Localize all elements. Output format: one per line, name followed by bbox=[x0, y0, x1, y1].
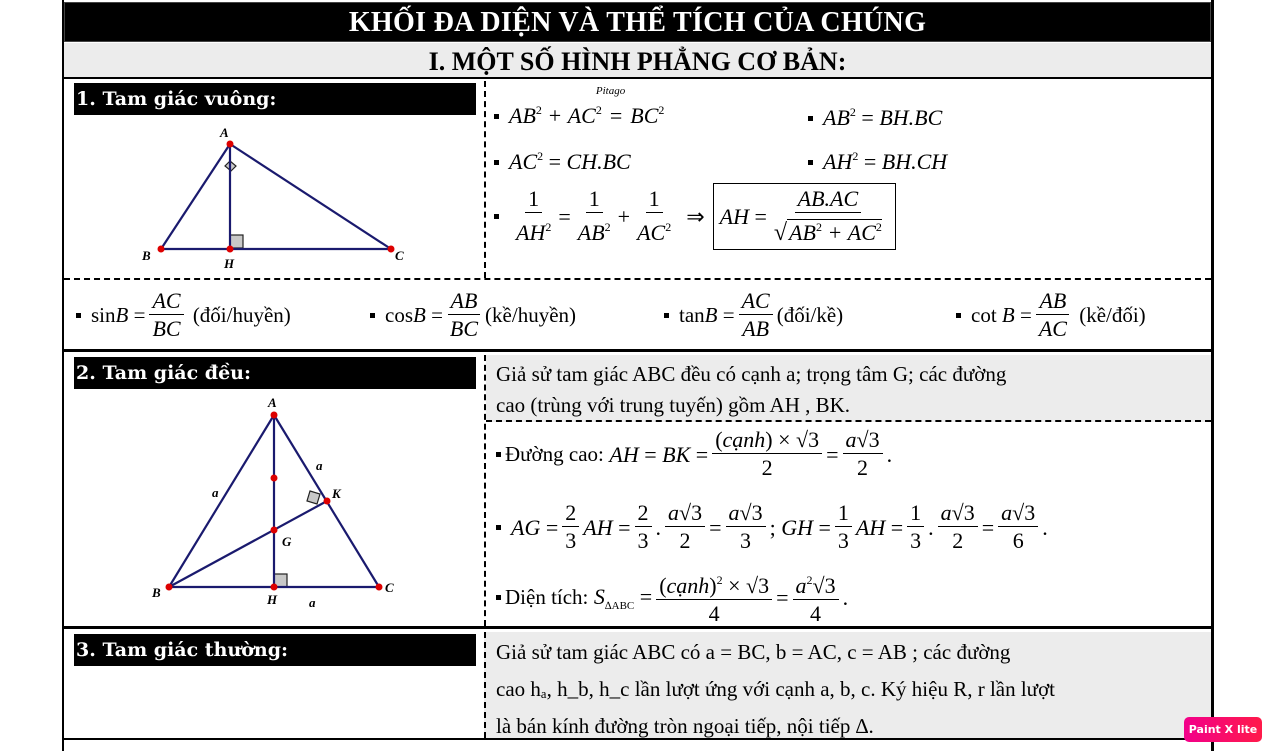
trig-row bbox=[64, 282, 1211, 352]
right-triangle-formulas-cell bbox=[484, 81, 1211, 278]
svg-text:K: K bbox=[332, 486, 341, 501]
svg-text:A: A bbox=[268, 395, 277, 410]
equilateral-formulas-cell bbox=[484, 355, 1211, 626]
svg-text:G: G bbox=[282, 534, 292, 549]
formula-pythagoras: $AB^2 + AC^2$ = Pitago $BC^2$ bbox=[494, 103, 664, 129]
svg-text:a: a bbox=[316, 458, 323, 473]
paint-x-lite-watermark[interactable]: Paint X lite bbox=[1184, 717, 1262, 742]
bullet-icon bbox=[494, 160, 499, 165]
svg-text:C: C bbox=[395, 248, 404, 263]
equilateral-intro-line2: cao (trùng với trung tuyến) gồm AH , BK. bbox=[496, 393, 851, 417]
altitude-result-box: AH = $\frac{AB.AC}{√AB^2 + AC^2}$ bbox=[713, 183, 896, 250]
trig-tan: tan B = $\frac{AC}{AB}$ (đối/kề) bbox=[664, 288, 843, 343]
general-line1: Giả sử tam giác ABC có a = BC, b = AC, c = AB ; các đường bbox=[496, 640, 1011, 664]
bullet-icon bbox=[956, 313, 961, 318]
svg-text:a: a bbox=[212, 485, 219, 500]
section-heading: I. MỘT SỐ HÌNH PHẲNG CƠ BẢN: bbox=[64, 43, 1211, 79]
bullet-icon bbox=[494, 114, 499, 119]
bullet-icon bbox=[496, 452, 501, 457]
svg-text:B: B bbox=[152, 585, 161, 600]
equilateral-heading: 2. Tam giác đều: bbox=[74, 357, 476, 389]
document-sheet bbox=[62, 0, 1214, 751]
bullet-icon bbox=[496, 525, 501, 530]
svg-text:C: C bbox=[385, 580, 394, 595]
formula-ac-squared: $AC^2 = CH.BC$ bbox=[494, 149, 631, 175]
general-triangle-row bbox=[64, 632, 1211, 740]
right-triangle-diagram bbox=[64, 115, 482, 280]
right-triangle-heading: 1. Tam giác vuông: bbox=[74, 83, 476, 115]
document-title: KHỐI ĐA DIỆN VÀ THỂ TÍCH CỦA CHÚNG bbox=[64, 2, 1211, 42]
general-triangle-text-cell bbox=[484, 632, 1211, 738]
equilateral-intro-line1: Giả sử tam giác ABC đều có cạnh a; trọng tâm G; các đường bbox=[496, 362, 1007, 386]
svg-text:H: H bbox=[267, 592, 278, 607]
bullet-icon bbox=[664, 313, 669, 318]
general-triangle-figure-cell bbox=[64, 632, 482, 738]
equilateral-diagram bbox=[64, 391, 482, 629]
general-line2: cao hₐ, h_b, h_c lần lượt ứng với cạnh a, b, c. Ký hiệu R, r lần lượt bbox=[496, 677, 1056, 701]
right-triangle-row bbox=[64, 81, 1211, 280]
svg-text:H: H bbox=[224, 256, 235, 271]
formula-ah-squared: $AH^2 = BH.CH$ bbox=[808, 149, 947, 175]
formula-height: Đường cao: AH = BK = $\frac{\text{(cạnh) × √3}}{2}$ = $\frac{a√3}{2}$ . bbox=[496, 427, 892, 482]
svg-text:a: a bbox=[309, 595, 316, 610]
bullet-icon bbox=[808, 116, 813, 121]
bullet-icon bbox=[808, 160, 813, 165]
formula-altitude: $\frac{1}{AH^2}$ = $\frac{1}{AB^2}$ + $\frac{1}{AC^2}$ ⇒ AH = $\frac{AB.AC}{√AB^2 + AC^2}$ bbox=[494, 183, 896, 250]
equilateral-row bbox=[64, 355, 1211, 629]
bullet-icon bbox=[494, 214, 499, 219]
bullet-icon bbox=[76, 313, 81, 318]
svg-text:A: A bbox=[220, 125, 229, 140]
equilateral-intro bbox=[486, 355, 1211, 422]
formula-ab-squared: $AB^2 = BH.BC$ bbox=[808, 105, 942, 131]
trig-cot: cot B = $\frac{AB}{AC}$ (kề/đối) bbox=[956, 288, 1146, 343]
pitago-label: Pitago bbox=[595, 85, 626, 97]
bullet-icon bbox=[370, 313, 375, 318]
svg-text:B: B bbox=[142, 248, 151, 263]
bullet-icon bbox=[496, 595, 501, 600]
equilateral-figure-cell bbox=[64, 355, 482, 626]
formula-area: Diện tích: $S_{\Delta ABC}$ = $\frac{(cạnh)^2 \times √3}{4}$ = $\frac{a^2√3}{4}$ . bbox=[496, 567, 848, 628]
right-triangle-figure-cell bbox=[64, 81, 482, 278]
general-triangle-heading: 3. Tam giác thường: bbox=[74, 634, 476, 666]
trig-cos: cos B = $\frac{AB}{BC}$ (kề/huyền) bbox=[370, 288, 576, 343]
general-line3: là bán kính đường tròn ngoại tiếp, nội tiếp ∆. bbox=[496, 714, 874, 738]
formula-centroid: AG = $\frac{2}{3}$ AH = $\frac{2}{3}$ . $\frac{a√3}{2}$ = $\frac{a√3}{3}$ ; GH = $\frac{1}{3}$ AH = $\frac{1}{3}$ . $\frac{a√3}{2}$ = $\frac{a√3}{6}$ . bbox=[496, 500, 1048, 555]
trig-sin: sin B = $\frac{AC}{BC}$ (đối/huyền) bbox=[76, 288, 291, 343]
